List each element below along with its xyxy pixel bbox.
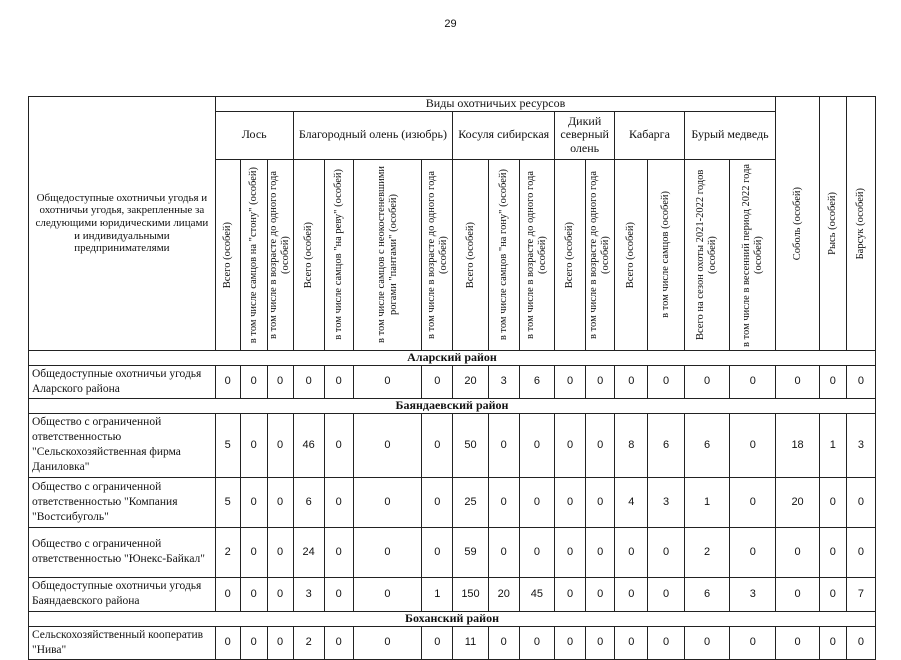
value-cell: 0 [215, 577, 240, 611]
value-cell: 0 [730, 626, 776, 659]
sub-kos-total: Всего (особей) [453, 159, 488, 350]
sub-sev-total: Всего (особей) [555, 159, 586, 350]
value-cell: 0 [615, 527, 648, 577]
value-cell: 0 [215, 626, 240, 659]
section-title: Аларский район [29, 350, 876, 365]
table-body [29, 350, 876, 659]
value-cell: 6 [684, 577, 730, 611]
value-cell: 0 [555, 413, 586, 477]
value-cell: 0 [730, 413, 776, 477]
table-row [29, 365, 876, 398]
section-title: Боханский район [29, 611, 876, 626]
value-cell: 0 [353, 365, 421, 398]
value-cell: 46 [293, 413, 324, 477]
value-cell: 0 [422, 527, 453, 577]
value-cell: 7 [846, 577, 875, 611]
value-cell: 0 [267, 477, 293, 527]
value-cell: 0 [555, 477, 586, 527]
value-cell: 0 [648, 626, 684, 659]
value-cell: 6 [293, 477, 324, 527]
table-row [29, 477, 876, 527]
sub-kab-male: в том числе самцов (особей) [648, 159, 684, 350]
sub-los-young: в том числе в возрасте до одного года (особей) [267, 159, 293, 350]
value-cell: 2 [215, 527, 240, 577]
value-cell: 0 [353, 527, 421, 577]
col-rys: Рысь (особей) [819, 97, 846, 351]
value-cell: 0 [240, 577, 267, 611]
sub-olen-total: Всего (особей) [293, 159, 324, 350]
org-name-cell: Сельскохозяйственный кооператив "Нива" [29, 626, 216, 659]
row-header: Общедоступные охотничьи угодья и охотничьи угодья, закрепленные за следующими юридическими лицами и индивидуальными предпринимателями [29, 97, 216, 351]
value-cell: 0 [615, 365, 648, 398]
value-cell: 0 [324, 413, 353, 477]
value-cell: 0 [293, 365, 324, 398]
value-cell: 3 [293, 577, 324, 611]
value-cell: 0 [555, 626, 586, 659]
value-cell: 0 [684, 626, 730, 659]
org-name-cell: Общество с ограниченной ответственностью "Компания "Востсибуголь" [29, 477, 216, 527]
value-cell: 0 [267, 365, 293, 398]
value-cell: 0 [730, 527, 776, 577]
sub-olen-horns: в том числе самцов с неокостеневшими рогами "пантами" (особей) [353, 159, 421, 350]
value-cell: 1 [422, 577, 453, 611]
value-cell: 0 [730, 477, 776, 527]
value-cell: 0 [240, 365, 267, 398]
sub-olen-male: в том числе самцов "на реву" (особей) [324, 159, 353, 350]
org-name-cell: Общество с ограниченной ответственностью "Сельскохозяйственная фирма Даниловка" [29, 413, 216, 477]
value-cell: 0 [846, 477, 875, 527]
value-cell: 0 [324, 365, 353, 398]
sub-kab-total: Всего (особей) [615, 159, 648, 350]
value-cell: 0 [324, 527, 353, 577]
value-cell: 0 [846, 626, 875, 659]
value-cell: 0 [267, 413, 293, 477]
value-cell: 0 [267, 626, 293, 659]
value-cell: 0 [519, 527, 554, 577]
value-cell: 18 [776, 413, 820, 477]
value-cell: 0 [422, 626, 453, 659]
value-cell: 6 [684, 413, 730, 477]
value-cell: 0 [267, 527, 293, 577]
value-cell: 3 [730, 577, 776, 611]
value-cell: 0 [422, 477, 453, 527]
value-cell: 0 [615, 577, 648, 611]
sub-kos-young: в том числе в возрасте до одного года (особей) [519, 159, 554, 350]
value-cell: 0 [776, 365, 820, 398]
value-cell: 0 [846, 527, 875, 577]
group-medved: Бурый медведь [684, 111, 776, 159]
section-row [29, 398, 876, 413]
col-sobol: Соболь (особей) [776, 97, 820, 351]
value-cell: 0 [776, 527, 820, 577]
sub-kos-male: в том числе самцов "на гону" (особей) [488, 159, 519, 350]
value-cell: 0 [240, 626, 267, 659]
value-cell: 24 [293, 527, 324, 577]
section-title: Баяндаевский район [29, 398, 876, 413]
value-cell: 5 [215, 477, 240, 527]
value-cell: 0 [819, 477, 846, 527]
sub-med-spring: в том числе в весенний период 2022 года (особей) [730, 159, 776, 350]
value-cell: 0 [488, 477, 519, 527]
value-cell: 45 [519, 577, 554, 611]
value-cell: 0 [819, 365, 846, 398]
table-row [29, 626, 876, 659]
value-cell: 59 [453, 527, 488, 577]
value-cell: 0 [586, 577, 615, 611]
value-cell: 50 [453, 413, 488, 477]
value-cell: 3 [488, 365, 519, 398]
value-cell: 0 [422, 413, 453, 477]
table-row [29, 413, 876, 477]
value-cell: 8 [615, 413, 648, 477]
value-cell: 3 [846, 413, 875, 477]
value-cell: 0 [555, 527, 586, 577]
value-cell: 0 [648, 577, 684, 611]
value-cell: 0 [586, 413, 615, 477]
org-name-cell: Общедоступные охотничьи угодья Аларского района [29, 365, 216, 398]
value-cell: 2 [293, 626, 324, 659]
value-cell: 0 [353, 413, 421, 477]
group-severny: Дикий северный олень [555, 111, 615, 159]
value-cell: 20 [776, 477, 820, 527]
value-cell: 6 [519, 365, 554, 398]
value-cell: 0 [488, 626, 519, 659]
value-cell: 0 [353, 477, 421, 527]
group-olen: Благородный олень (изюбрь) [293, 111, 453, 159]
value-cell: 20 [453, 365, 488, 398]
value-cell: 0 [488, 527, 519, 577]
value-cell: 0 [324, 577, 353, 611]
value-cell: 0 [488, 413, 519, 477]
value-cell: 0 [519, 413, 554, 477]
value-cell: 150 [453, 577, 488, 611]
value-cell: 0 [819, 577, 846, 611]
table-row [29, 527, 876, 577]
value-cell: 0 [215, 365, 240, 398]
page-number: 29 [444, 18, 457, 30]
org-name-cell: Общедоступные охотничьи угодья Баяндаевского района [29, 577, 216, 611]
sub-sev-young: в том числе в возрасте до одного года (особей) [586, 159, 615, 350]
value-cell: 0 [240, 527, 267, 577]
group-los: Лось [215, 111, 293, 159]
value-cell: 0 [776, 626, 820, 659]
value-cell: 6 [648, 413, 684, 477]
value-cell: 0 [586, 365, 615, 398]
table-row [29, 577, 876, 611]
value-cell: 0 [240, 477, 267, 527]
sub-los-total: Всего (особей) [215, 159, 240, 350]
value-cell: 0 [586, 626, 615, 659]
value-cell: 5 [215, 413, 240, 477]
value-cell: 2 [684, 527, 730, 577]
value-cell: 25 [453, 477, 488, 527]
sub-med-season: Всего на сезон охоты 2021-2022 годов (особей) [684, 159, 730, 350]
value-cell: 1 [819, 413, 846, 477]
sub-olen-young: в том числе в возрасте до одного года (особей) [422, 159, 453, 350]
value-cell: 0 [422, 365, 453, 398]
value-cell: 0 [519, 477, 554, 527]
org-name-cell: Общество с ограниченной ответственностью "Юнекс-Байкал" [29, 527, 216, 577]
value-cell: 0 [240, 413, 267, 477]
value-cell: 0 [555, 365, 586, 398]
col-barsuk: Барсук (особей) [846, 97, 875, 351]
value-cell: 0 [846, 365, 875, 398]
value-cell: 0 [615, 626, 648, 659]
section-row [29, 611, 876, 626]
value-cell: 0 [519, 626, 554, 659]
value-cell: 0 [586, 477, 615, 527]
value-cell: 0 [586, 527, 615, 577]
super-header: Виды охотничьих ресурсов [215, 97, 776, 112]
hunting-resources-table [28, 96, 876, 660]
value-cell: 0 [648, 365, 684, 398]
value-cell: 0 [555, 577, 586, 611]
group-kosulya: Косуля сибирская [453, 111, 555, 159]
group-kabarga: Кабарга [615, 111, 685, 159]
value-cell: 0 [684, 365, 730, 398]
value-cell: 11 [453, 626, 488, 659]
value-cell: 0 [267, 577, 293, 611]
value-cell: 0 [819, 626, 846, 659]
section-row [29, 350, 876, 365]
value-cell: 0 [819, 527, 846, 577]
value-cell: 0 [730, 365, 776, 398]
value-cell: 1 [684, 477, 730, 527]
value-cell: 0 [353, 577, 421, 611]
value-cell: 0 [776, 577, 820, 611]
sub-los-male: в том числе самцов на "стону" (особей) [240, 159, 267, 350]
value-cell: 0 [324, 477, 353, 527]
value-cell: 0 [324, 626, 353, 659]
value-cell: 0 [648, 527, 684, 577]
value-cell: 20 [488, 577, 519, 611]
value-cell: 4 [615, 477, 648, 527]
value-cell: 3 [648, 477, 684, 527]
value-cell: 0 [353, 626, 421, 659]
